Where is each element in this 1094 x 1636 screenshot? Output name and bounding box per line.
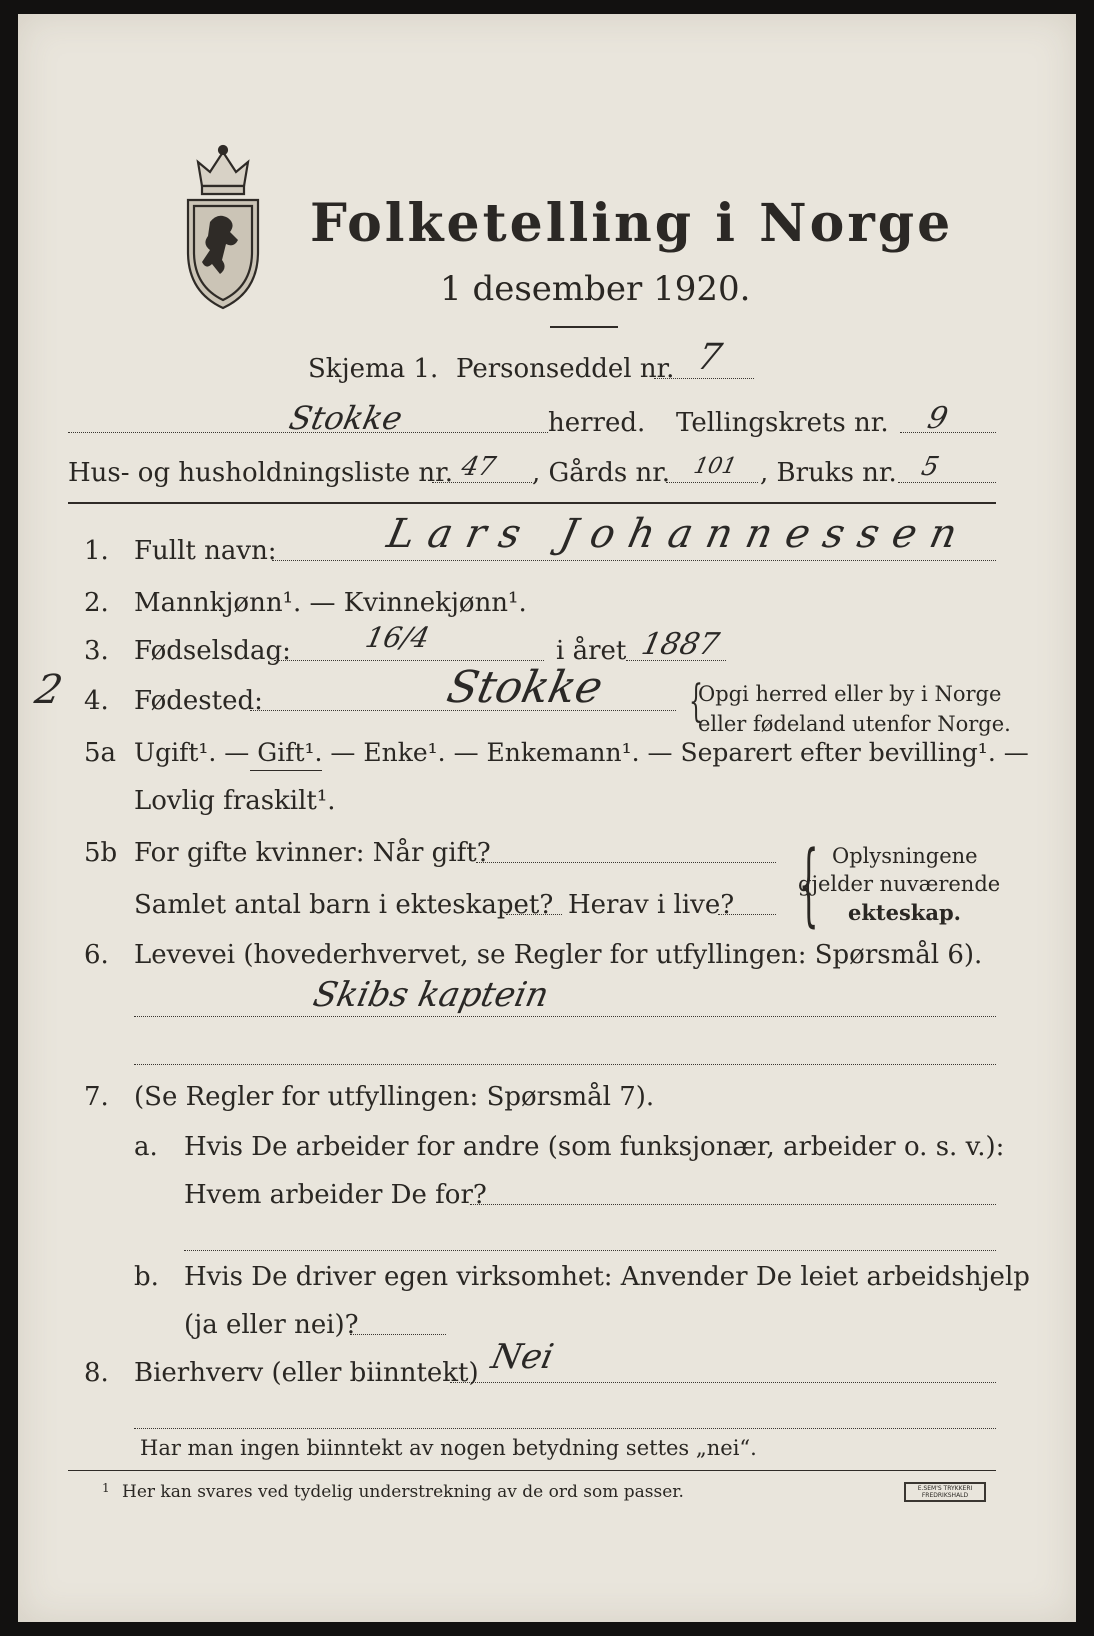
husliste-line (432, 482, 532, 483)
skjema-label: Skjema 1. (308, 354, 439, 384)
title-rule (550, 326, 618, 328)
bruks-label: , Bruks nr. (760, 458, 897, 488)
q5b-label1: For gifte kvinner: Når gift? (134, 838, 491, 868)
herred-label: herred. (548, 408, 646, 438)
q5b-line2 (506, 914, 562, 915)
q8-line1 (450, 1382, 996, 1383)
q2-number: 2. (84, 588, 109, 618)
printer-stamp: E.SEM'S TRYKKERI FREDRIKSHALD (904, 1482, 986, 1502)
gards-label: , Gårds nr. (532, 458, 671, 488)
q5b-line1 (476, 862, 776, 863)
q7a-line1 (470, 1204, 996, 1205)
bruks-value: 5 (918, 452, 942, 482)
q4-label: Fødested: (134, 686, 263, 716)
q3-day-line (274, 660, 544, 661)
census-date: 1 desember 1920. (440, 269, 751, 309)
q5a-label-line2: Lovlig fraskilt¹. (134, 786, 336, 816)
q7b-line (350, 1334, 446, 1335)
q4-note-brace: { (689, 676, 703, 727)
q3-year-value: 1887 (638, 627, 723, 662)
q5a-number: 5a (84, 738, 117, 768)
q7-number: 7. (84, 1082, 109, 1112)
husliste-value: 47 (458, 452, 499, 482)
footnote-text: Her kan svares ved tydelig understrekning av de ord som passer. (122, 1482, 684, 1502)
q8-value: Nei (487, 1337, 558, 1377)
q1-label: Fullt navn: (134, 536, 277, 566)
q3-number: 3. (84, 636, 109, 666)
personseddel-line (654, 378, 754, 379)
gards-value: 101 (691, 454, 739, 479)
bruks-line (898, 482, 996, 483)
q5b-label3: Herav i live? (568, 890, 735, 920)
q5a-label: Ugift¹. — Gift¹. — Enke¹. — Enkemann¹. — Separert efter bevilling¹. — (134, 738, 1029, 767)
q3-label: Fødselsdag: (134, 636, 291, 666)
q4-number: 4. (84, 686, 109, 716)
q7b-label: Hvis De driver egen virksomhet: Anvender De leiet arbeidshjelp (184, 1262, 1030, 1292)
q4-value: Stokke (442, 662, 608, 713)
personseddel-label: Personseddel nr. (456, 354, 675, 384)
header-divider (68, 502, 996, 504)
q2-label: Mannkjønn¹. — Kvinnekjønn¹. (134, 588, 527, 618)
footnote-rule (68, 1470, 996, 1471)
tellingskrets-value: 9 (924, 401, 951, 436)
q3-year-label: i året (556, 636, 627, 666)
norwegian-coat-of-arms-icon (180, 142, 266, 312)
q1-value: Lars Johannessen (383, 511, 976, 557)
q4-margin-mark: 2 (31, 667, 67, 713)
q4-note-line1: Opgi herred eller by i Norge (698, 682, 1002, 706)
q1-line (272, 560, 996, 561)
q6-number: 6. (84, 940, 109, 970)
q1-number: 1. (84, 536, 109, 566)
q7a-number: a. (134, 1132, 158, 1162)
page-title: Folketelling i Norge (310, 193, 954, 254)
personseddel-value: 7 (693, 337, 726, 378)
q5b-line3 (718, 914, 776, 915)
q5b-note-brace: { (798, 832, 819, 937)
q8-line2 (134, 1428, 996, 1429)
census-form-page (18, 14, 1076, 1622)
q7a-line2 (184, 1250, 996, 1251)
herred-value: Stokke (285, 399, 406, 437)
q7b-number: b. (134, 1262, 159, 1292)
q3-day-value: 16/4 (362, 621, 433, 654)
q8-note: Har man ingen biinntekt av nogen betydning settes „nei“. (140, 1436, 757, 1460)
q6-value: Skibs kaptein (309, 975, 553, 1015)
q5b-label2: Samlet antal barn i ekteskapet? (134, 890, 554, 920)
tellingskrets-line (900, 432, 996, 433)
gards-line (666, 482, 758, 483)
q8-number: 8. (84, 1358, 109, 1388)
q6-label: Levevei (hovederhvervet, se Regler for utfyllingen: Spørsmål 6). (134, 940, 983, 970)
q5b-note-line3: ekteskap. (848, 900, 961, 925)
q4-note-line2: eller fødeland utenfor Norge. (698, 712, 1011, 736)
q5b-number: 5b (84, 838, 118, 868)
q5b-note-line1: Oplysningene (832, 844, 978, 868)
q6-line1 (134, 1016, 996, 1017)
q7a-label-line2: Hvem arbeider De for? (184, 1180, 487, 1210)
footnote-mark: 1 (102, 1481, 110, 1495)
q8-label: Bierhverv (eller biinntekt) (134, 1358, 479, 1388)
q7-label: (Se Regler for utfyllingen: Spørsmål 7). (134, 1082, 655, 1112)
q7a-label: Hvis De arbeider for andre (som funksjonær, arbeider o. s. v.): (184, 1132, 1005, 1162)
q7b-label-line2: (ja eller nei)? (184, 1310, 359, 1340)
q5b-note-line2: gjelder nuværende (798, 872, 1001, 896)
q5a-gift-underline (250, 770, 322, 771)
tellingskrets-label: Tellingskrets nr. (676, 408, 889, 438)
husliste-label: Hus- og husholdningsliste nr. (68, 458, 454, 488)
q6-line2 (134, 1064, 996, 1065)
